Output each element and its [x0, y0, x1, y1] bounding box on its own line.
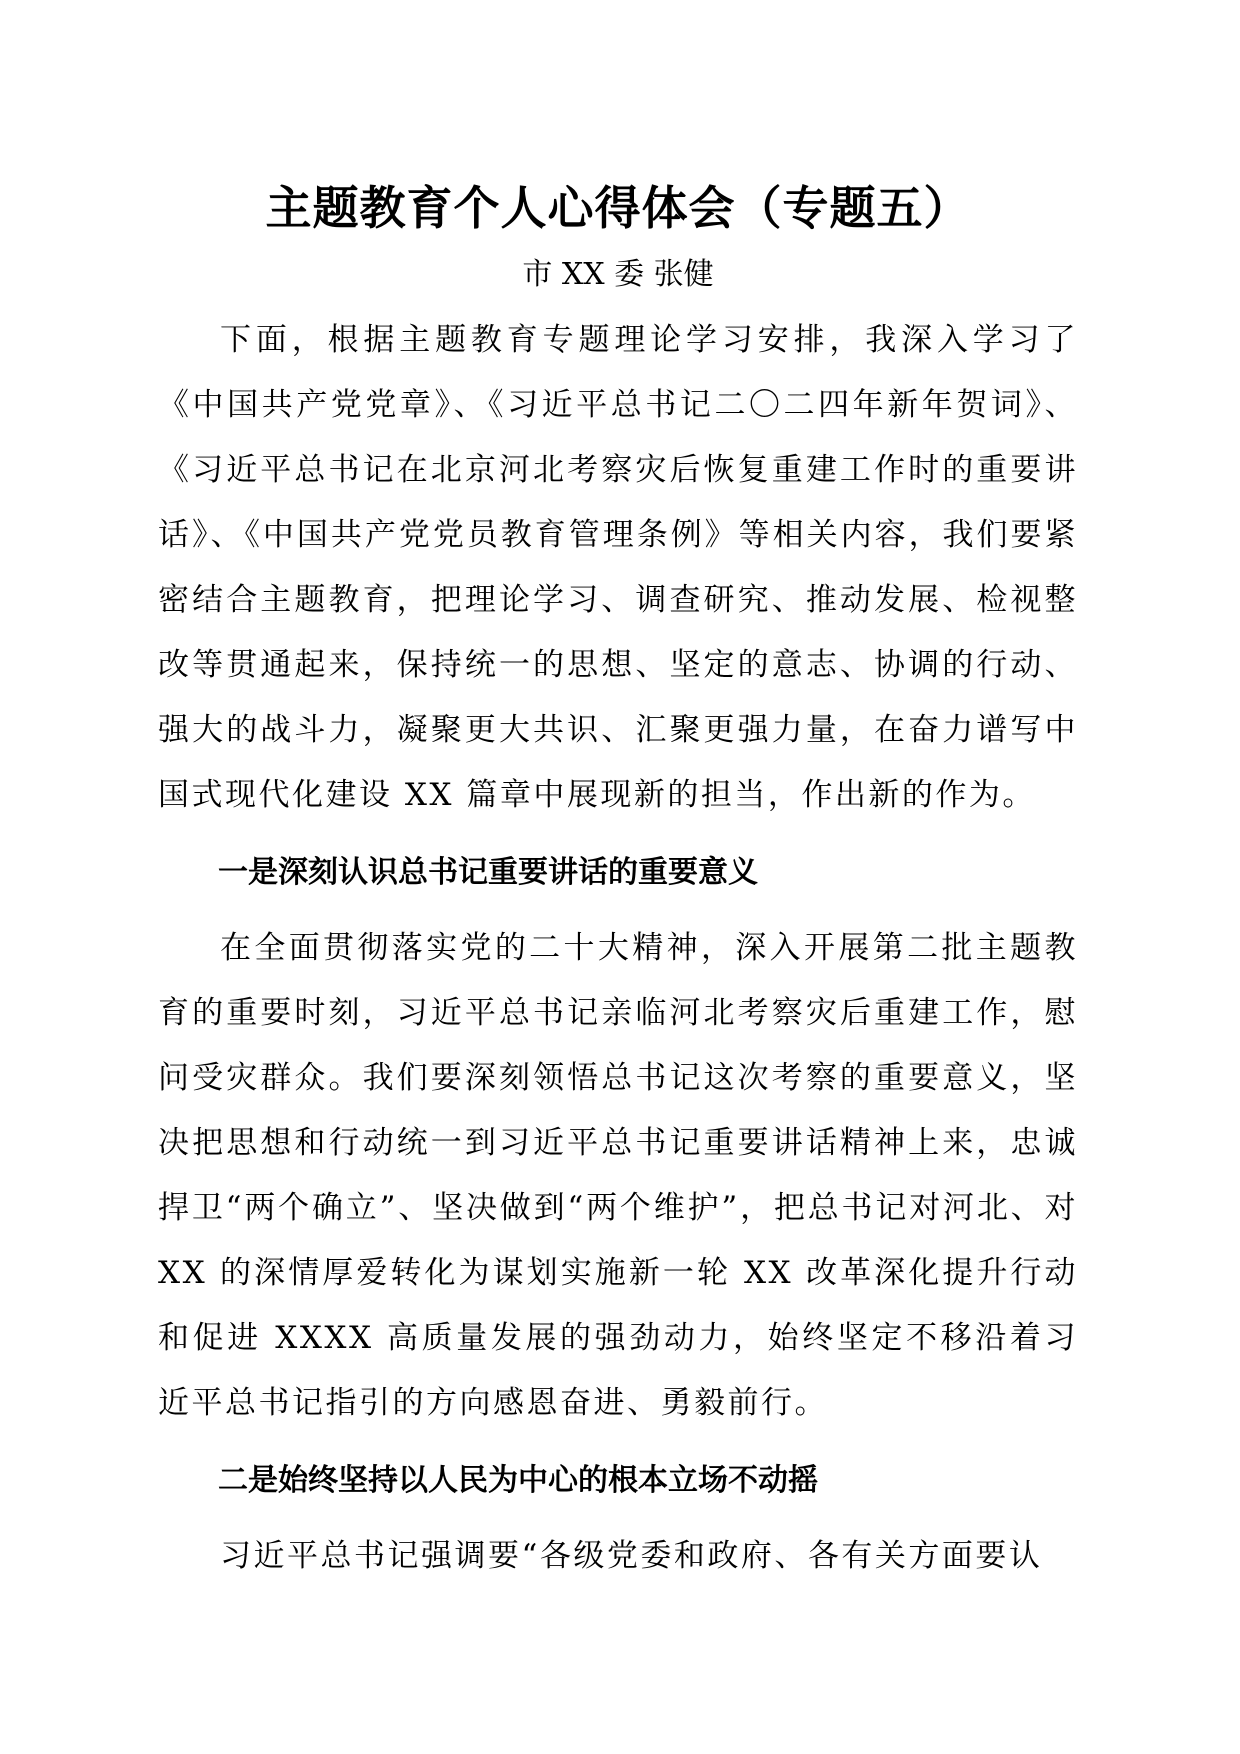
- section-body-2: 习近平总书记强调要“各级党委和政府、各有关方面要认: [220, 1538, 1043, 1574]
- document-body: [158, 178, 1078, 1589]
- section-body-1: 在全面贯彻落实党的二十大精神，深入开展第二批主题教育的重要时刻，习近平总书记亲临河北考察灾后重建工作，慰问受灾群众。我们要深刻领悟总书记这次考察的重要意义，坚决把思想和行动统一到习近平总书记重要讲话精神上来，忠诚捍卫“两个确立”、坚决做到“两个维护”，把总书记对河北、对 XX 的深情厚爱转化为谋划实施新一轮 XX 改革深化提升行动和促进 XXXX 高质量发展的强劲动力，始终坚定不移沿着习近平总书记指引的方向感恩奋进、勇毅前行。: [158, 930, 1078, 1421]
- section-heading-1: 一是深刻认识总书记重要讲话的重要意义: [218, 855, 758, 890]
- intro-paragraph: 下面，根据主题教育专题理论学习安排，我深入学习了《中国共产党党章》、《习近平总书记二〇二四年新年贺词》、《习近平总书记在北京河北考察灾后恢复重建工作时的重要讲话》、《中国共产党党员教育管理条例》等相关内容，我们要紧密结合主题教育，把理论学习、调查研究、推动发展、检视整改等贯通起来，保持统一的思想、坚定的意志、协调的行动、强大的战斗力，凝聚更大共识、汇聚更强力量，在奋力谱写中国式现代化建设 XX 篇章中展现新的担当，作出新的作为。: [158, 322, 1078, 813]
- document-title: 主题教育个人心得体会（专题五）: [265, 181, 971, 235]
- section-heading-2: 二是始终坚持以人民为中心的根本立场不动摇: [218, 1463, 818, 1498]
- document-author: 市 XX 委 张健: [522, 257, 714, 292]
